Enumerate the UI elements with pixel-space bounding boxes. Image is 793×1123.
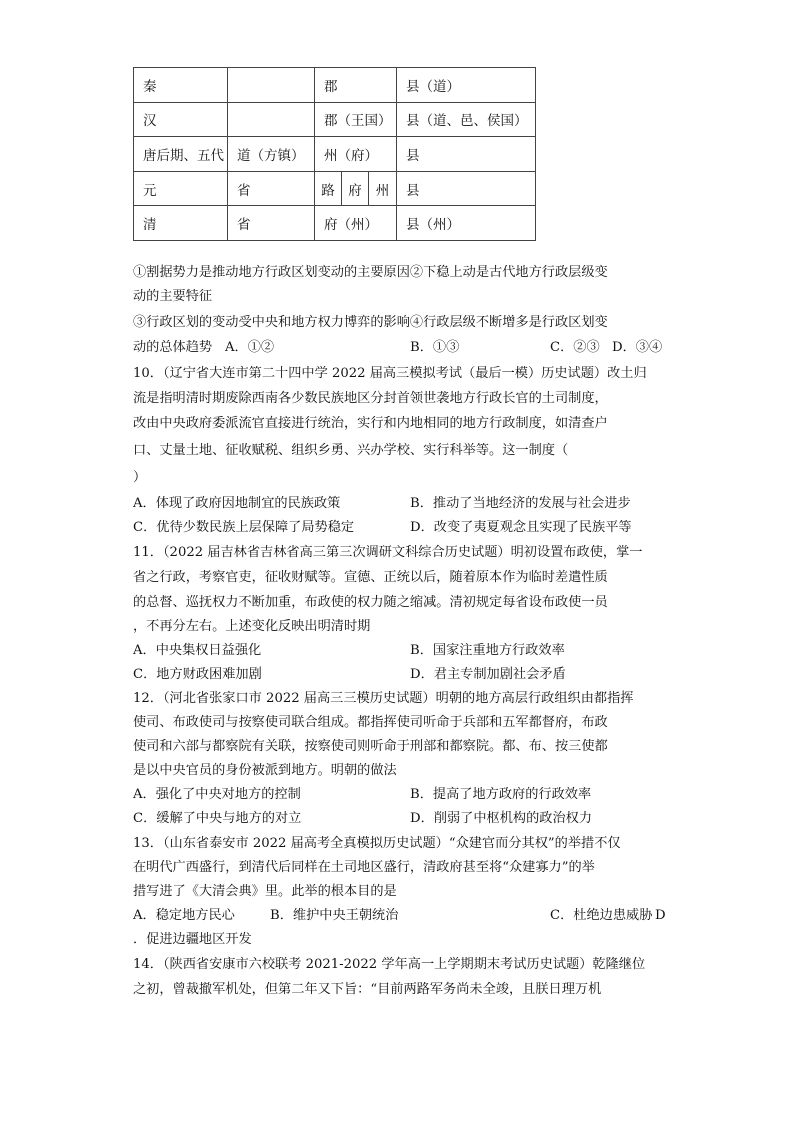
- q10-stem-line: 改由中央政府委派流官直接进行统治，实行和内地相同的地方行政制度，如清查户: [133, 416, 608, 431]
- level1-cell: 道（方镇）: [228, 137, 315, 172]
- q12-stem-line: 是以中央官员的身份被派到地方。明朝的做法: [133, 763, 397, 778]
- q10-stem-line: ）: [133, 470, 147, 485]
- table-row: [134, 206, 536, 241]
- level2-cell: 州（府）: [315, 137, 397, 172]
- q13-stem-line: 13．（山东省泰安市 2022 届高考全真模拟历史试题）“众建官而分其权”的举措不仅: [133, 836, 621, 851]
- level2-subcell: 府: [342, 171, 369, 206]
- level1-cell: [228, 102, 315, 137]
- q9-statement-line: 动的主要特征: [133, 289, 213, 304]
- level2-subcell: 州: [369, 171, 397, 206]
- q9-option-c[interactable]: C．②③: [550, 340, 600, 355]
- dynasty-cell: 清: [134, 206, 228, 241]
- dynasty-cell: 唐后期、五代: [134, 137, 228, 172]
- q10-option-b[interactable]: B．推动了当地经济的发展与社会进步: [410, 496, 631, 511]
- q13-option-c[interactable]: C．杜绝边患威胁: [550, 908, 653, 923]
- level1-cell: 省: [228, 206, 315, 241]
- q10-option-d[interactable]: D．改变了夷夏观念且实现了民族平等: [410, 520, 632, 535]
- dynasty-cell: 元: [134, 171, 228, 206]
- q12-stem-line: 使司、布政使司与按察使司联合组成。都指挥使司听命于兵部和五军都督府，布政: [133, 715, 608, 730]
- q12-option-a[interactable]: A．强化了中央对地方的控制: [133, 787, 301, 802]
- q11-option-c[interactable]: C．地方财政困难加剧: [133, 667, 262, 682]
- q14-stem-line: 14．（陕西省安康市六校联考 2021-2022 学年高一上学期期末考试历史试题）乾隆继位: [133, 957, 646, 972]
- level3-cell: 县: [397, 171, 536, 206]
- dynasty-cell: 汉: [134, 102, 228, 137]
- q10-stem-line: 流是指明清时期废除西南各少数民族地区分封首领世袭地方行政长官的土司制度，: [133, 391, 608, 406]
- q12-option-b[interactable]: B．提高了地方政府的行政效率: [410, 787, 592, 802]
- q11-stem-line: 的总督、巡抚权力不断加重，布政使的权力随之缩减。清初规定每省设布政使一员: [133, 595, 608, 610]
- q12-option-c[interactable]: C．缓解了中央与地方的对立: [133, 811, 302, 826]
- table-row: [134, 137, 536, 172]
- table-row: [134, 68, 536, 103]
- q9-option-d[interactable]: D．③④: [612, 340, 663, 355]
- table-row: [134, 171, 536, 206]
- level3-cell: 县（道）: [397, 68, 536, 103]
- q13-option-b[interactable]: B．维护中央王朝统治: [270, 908, 399, 923]
- q11-option-d[interactable]: D．君主专制加剧社会矛盾: [410, 667, 566, 682]
- level2-cell: 府（州）: [315, 206, 397, 241]
- q9-statement-line: ③行政区划的变动受中央和地方权力博弈的影响④行政层级不断增多是行政区划变: [133, 315, 608, 330]
- q10-stem-line: 10．（辽宁省大连市第二十四中学 2022 届高三模拟考试（最后一模）历史试题）改土归: [133, 366, 647, 381]
- q13-stem-line: 措写进了《大清会典》里。此举的根本目的是: [133, 884, 397, 899]
- q10-option-c[interactable]: C．优待少数民族上层保障了局势稳定: [133, 520, 355, 535]
- q10-stem-line: 口、丈量土地、征收赋税、组织乡勇、兴办学校、实行科举等。这一制度（: [133, 443, 569, 458]
- q9-statement-line: ①割据势力是推动地方行政区划变动的主要原因②下稳上动是古代地方行政层级变: [133, 265, 608, 280]
- level1-cell: [228, 68, 315, 103]
- q9-option-a[interactable]: A．①②: [225, 340, 275, 355]
- level2-cell: 郡: [315, 68, 397, 103]
- level2-cell: 郡（王国）: [315, 102, 397, 137]
- q14-stem-line: 之初，曾裁撤军机处，但第二年又下旨：“目前两路军务尚未全竣，且朕日理万机: [133, 982, 602, 997]
- q9-option-b[interactable]: B．①③: [410, 340, 460, 355]
- q12-stem-line: 12．（河北省张家口市 2022 届高三三模历史试题）明朝的地方高层行政组织由都指挥: [133, 691, 634, 706]
- q13-option-a[interactable]: A．稳定地方民心: [133, 908, 235, 923]
- q12-stem-line: 使司和六部与都察院有关联，按察使司则听命于刑部和都察院。都、布、按三使都: [133, 739, 608, 754]
- q11-stem-line: 省之行政，考察官吏，征收财赋等。宣德、正统以后，随着原本作为临时差遣性质: [133, 570, 608, 585]
- dynasty-cell: 秦: [134, 68, 228, 103]
- level3-cell: 县: [397, 137, 536, 172]
- level1-cell: 省: [228, 171, 315, 206]
- q13-option-d-letter[interactable]: D: [655, 908, 666, 923]
- q11-stem-line: 11．（2022 届吉林省吉林省高三第三次调研文科综合历史试题）明初设置布政使，掌一: [133, 545, 643, 560]
- level2-subcell: 路: [315, 171, 342, 206]
- q10-option-a[interactable]: A．体现了政府因地制宜的民族政策: [133, 496, 341, 511]
- level3-cell: 县（州）: [397, 206, 536, 241]
- administrative-levels-table: [133, 67, 536, 241]
- q11-stem-line: ，不再分左右。上述变化反映出明清时期: [133, 619, 371, 634]
- q13-option-d[interactable]: ．促进边疆地区开发: [133, 932, 252, 947]
- q11-option-b[interactable]: B．国家注重地方行政效率: [410, 643, 565, 658]
- q13-stem-line: 在明代广西盛行，到清代后同样在土司地区盛行，清政府甚至将“众建寡力”的举: [133, 860, 595, 875]
- q11-option-a[interactable]: A．中央集权日益强化: [133, 643, 262, 658]
- table-row: [134, 102, 536, 137]
- q9-statement-text: 动的总体趋势: [133, 340, 213, 355]
- level3-cell: 县（道、邑、侯国）: [397, 102, 536, 137]
- q12-option-d[interactable]: D．削弱了中枢机构的政治权力: [410, 811, 593, 826]
